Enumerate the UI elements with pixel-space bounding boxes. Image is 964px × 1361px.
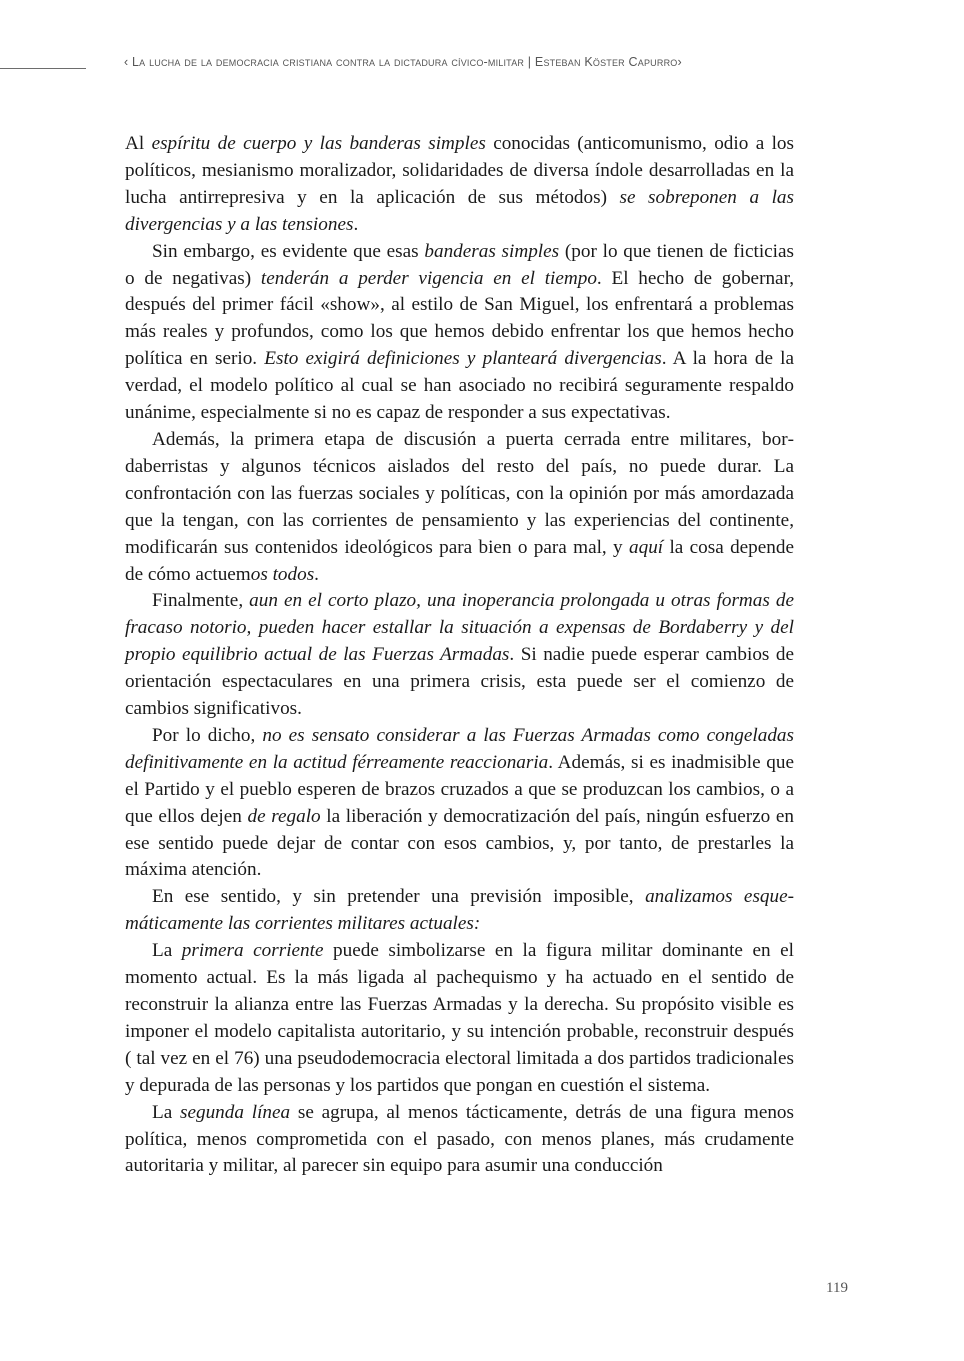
italic-text: aun en el corto plazo, una inoperancia prolongada u otras formas de fracaso notorio, pueden hacer estallar la situación a expensas de Bordaberry y del propio equilibrio actual de las Fuerzas Armadas [125, 590, 794, 666]
text-run: se agrupa, al menos tácticamente, detrás de una figura menos política, menos comprometida con el pasado, con menos planes, más crudamente autoritaria y militar, al parecer sin equipo para asumir una conducción [125, 1101, 794, 1177]
header-rule [0, 68, 86, 69]
text-run: . A la hora de la verdad, el modelo político al cual se han asociado no recibirá seguramente respaldo unánime, especialmente si no es capaz de responder a sus expectativas. [125, 348, 794, 424]
italic-text: no es sensato considerar a las Fuerzas Armadas como congeladas definitivamente en la actitud férreamente reaccionaria [125, 724, 794, 773]
text-run: Además, la primera etapa de discusión a puerta cerrada entre militares, bordaberristas y algunos técnicos aislados del resto del país, no puede durar. La confrontación con las fuerzas sociales y políticas, con la opinión por más amordazada que la tengan, con las corrientes de pensamiento y las experiencias del continente, modificarán sus contenidos ideológicos para bien o para mal, y [125, 428, 794, 558]
text-run: puede simbolizarse en la figura militar dominante en el momento actual. Es la más ligada al pachequismo y ha actuado en el sentido de reconstruir la alianza entre las Fuerzas Armadas y la derecha. Su propósito visible es imponer el modelo capitalista autoritario, y su intención probable, reconstruir después ( tal vez en el 76) una pseudodemocracia electoral limitada a dos partidos tradicionales y depurada de las personas y los partidos que pongan en cuestión el sistema. [125, 940, 794, 1096]
text-run: la liberación y democratización del país, ningún esfuerzo en ese sentido puede dejar de contar con esos cambios, y, por tanto, de prestarles la máxima atención. [125, 805, 794, 881]
text-run: . El hecho de gobernar, después del primer fácil «show», al estilo de San Miguel, los enfrentará a problemas más reales y profundos, como los que hemos debido enfrentar los que hemos hecho política en serio. [125, 267, 794, 370]
paragraph [125, 938, 794, 1099]
italic-text: espíritu de cuerpo y las banderas simples [151, 133, 486, 154]
text-run: . [314, 563, 319, 585]
text-run: . Si nadie puede esperar cambios de orientación espectaculares en una primera crisis, esta puede ser el comienzo de cambios significativos. [125, 644, 795, 720]
text-run: Al [125, 133, 152, 154]
text-run: . [353, 213, 359, 235]
text-run: . Además, si es inadmisible que el Partido y el pueblo esperen de brazos cruzados a que se produzcan los cambios, o a que ellos dejen [125, 751, 794, 827]
text-run: Sin embargo, es evidente que esas [152, 240, 425, 262]
italic-text: os todos [250, 563, 315, 585]
italic-text: tenderán a perder vigencia en el tiempo [260, 267, 597, 289]
running-head: ‹ La lucha de la democracia cristiana contra la dictadura cívico-militar | Esteban Köster Capurro› [124, 55, 682, 69]
paragraph [125, 723, 794, 884]
paragraph [125, 131, 794, 239]
page-number: 119 [826, 1280, 848, 1296]
italic-text: segunda línea [180, 1101, 291, 1123]
paragraph [125, 884, 794, 938]
italic-text: aquí [629, 536, 664, 558]
italic-text: analizamos esquemáticamente las corrientes militares actuales: [125, 886, 795, 935]
text-run: conocidas (anticomunismo, odio a los políticos, mesianismo moralizador, solidaridades de diversa índole desarrolladas en la lucha antirrepresiva y en la aplicación de sus métodos) [125, 133, 794, 208]
text-run: La [152, 940, 182, 962]
italic-text: primera corriente [181, 940, 324, 962]
italic-text: Esto exigirá definiciones y planteará divergencias [264, 348, 662, 370]
italic-text: se sobreponen a las divergencias y a las tensiones [125, 186, 794, 235]
paragraph [125, 427, 794, 588]
paragraph [125, 239, 794, 427]
text-run: En ese sentido, y sin pretender una previsión imposible, [152, 886, 646, 908]
italic-text: de regalo [247, 805, 321, 827]
text-run: Por lo dicho, [152, 724, 263, 746]
italic-text: banderas simples [424, 240, 560, 262]
text-run: Finalmente, [152, 590, 250, 612]
text-run: (por lo que tienen de ficticias o de negativas) [125, 240, 794, 289]
paragraph [125, 1100, 794, 1181]
text-run: la cosa depende de cómo actuem [125, 536, 794, 585]
paragraph [125, 588, 794, 723]
text-run: La [152, 1101, 181, 1123]
body-text [125, 131, 794, 1180]
